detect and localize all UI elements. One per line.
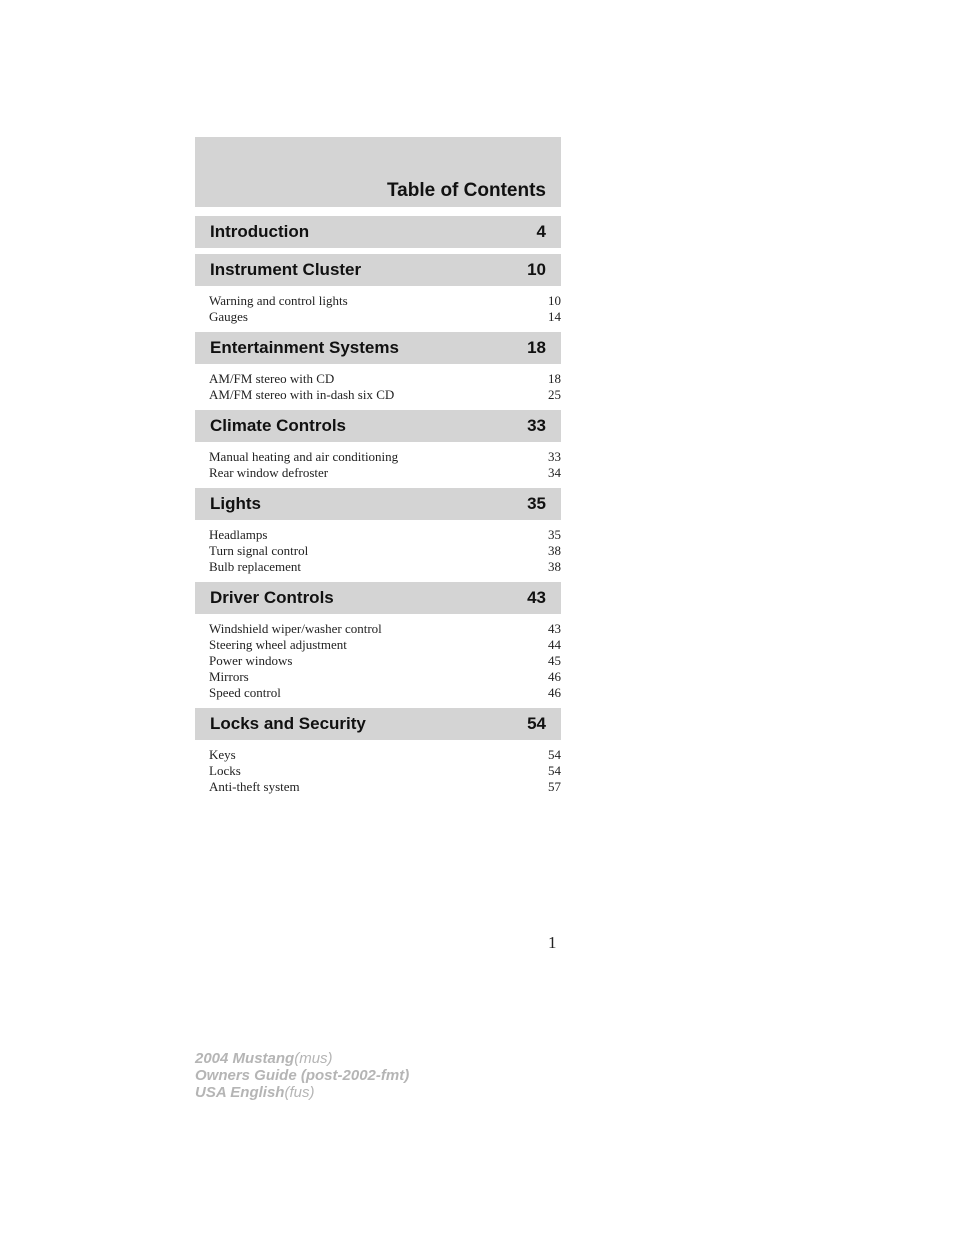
toc-item-label: Steering wheel adjustment — [209, 637, 347, 652]
toc-header — [195, 137, 561, 207]
toc-item-page: 54 — [548, 763, 561, 778]
toc-item[interactable] — [209, 747, 561, 763]
section-items — [195, 614, 561, 708]
document-footer — [195, 1050, 409, 1101]
footer-guide: Owners Guide (post-2002-fmt) — [195, 1067, 410, 1084]
section-lights[interactable] — [195, 488, 561, 520]
section-locks-and-security[interactable] — [195, 708, 561, 740]
toc-item[interactable] — [209, 653, 561, 669]
toc-item[interactable] — [209, 621, 561, 637]
toc-item-page: 57 — [548, 779, 561, 794]
toc-item-page: 35 — [548, 527, 561, 542]
footer-language-code: (fus) — [284, 1084, 315, 1101]
page-title: Table of Contents — [386, 180, 546, 201]
toc-item-page: 34 — [548, 465, 561, 480]
section-title: Driver Controls — [210, 588, 334, 607]
toc-item-label: Bulb replacement — [209, 559, 302, 574]
toc-item-label: Rear window defroster — [209, 465, 329, 480]
table-of-contents — [195, 137, 561, 802]
section-driver-controls[interactable] — [195, 582, 561, 614]
toc-item-label: AM/FM stereo with in-dash six CD — [209, 387, 395, 402]
toc-item-label: Mirrors — [209, 669, 249, 684]
section-page: 33 — [527, 416, 546, 435]
toc-item-label: Windshield wiper/washer control — [209, 621, 382, 636]
toc-item[interactable] — [209, 465, 561, 481]
section-items — [195, 442, 561, 488]
section-title: Locks and Security — [210, 714, 366, 733]
footer-model: 2004 Mustang — [195, 1050, 295, 1067]
section-instrument-cluster[interactable] — [195, 254, 561, 286]
section-items — [195, 740, 561, 802]
footer-line — [195, 1050, 409, 1067]
section-page: 10 — [527, 260, 546, 279]
section-title: Instrument Cluster — [210, 260, 362, 279]
toc-item-label: Speed control — [209, 685, 281, 700]
toc-item-page: 10 — [548, 293, 561, 308]
toc-item[interactable] — [209, 293, 561, 309]
section-title: Lights — [210, 494, 261, 513]
toc-item-page: 38 — [548, 543, 561, 558]
toc-item[interactable] — [209, 309, 561, 325]
section-page: 43 — [527, 588, 546, 607]
section-title: Introduction — [210, 222, 310, 241]
section-climate-controls[interactable] — [195, 410, 561, 442]
toc-item-page: 25 — [548, 387, 561, 402]
toc-item-label: Warning and control lights — [209, 293, 348, 308]
toc-item-label: Power windows — [209, 653, 293, 668]
toc-item-page: 44 — [548, 637, 561, 652]
footer-model-code: (mus) — [294, 1050, 333, 1067]
section-page: 4 — [536, 222, 546, 241]
toc-item-label: Anti-theft system — [209, 779, 300, 794]
toc-item[interactable] — [209, 387, 561, 403]
toc-item-page: 46 — [548, 685, 561, 700]
toc-item-page: 18 — [548, 371, 561, 386]
toc-item[interactable] — [209, 543, 561, 559]
toc-item-label: Gauges — [209, 309, 248, 324]
toc-item-page: 45 — [548, 653, 561, 668]
toc-item-label: Headlamps — [209, 527, 268, 542]
footer-line — [195, 1067, 409, 1084]
toc-item[interactable] — [209, 685, 561, 701]
toc-item[interactable] — [209, 763, 561, 779]
section-title: Climate Controls — [210, 416, 347, 435]
toc-item-label: Manual heating and air conditioning — [209, 449, 399, 464]
toc-item[interactable] — [209, 449, 561, 465]
section-page: 18 — [527, 338, 546, 357]
toc-item-label: AM/FM stereo with CD — [209, 371, 335, 386]
section-items — [195, 520, 561, 582]
section-entertainment-systems[interactable] — [195, 332, 561, 364]
footer-language: USA English — [195, 1084, 285, 1101]
toc-item-label: Turn signal control — [209, 543, 309, 558]
toc-item-page: 54 — [548, 747, 561, 762]
page-number: 1 — [548, 933, 557, 952]
section-items — [195, 364, 561, 410]
toc-item[interactable] — [209, 371, 561, 387]
toc-item[interactable] — [209, 637, 561, 653]
toc-item[interactable] — [209, 669, 561, 685]
section-introduction[interactable] — [195, 216, 561, 248]
toc-item[interactable] — [209, 559, 561, 575]
footer-line — [195, 1084, 409, 1101]
section-page: 54 — [527, 714, 546, 733]
toc-item-page: 33 — [548, 449, 561, 464]
section-items — [195, 286, 561, 332]
toc-item[interactable] — [209, 779, 561, 795]
toc-item-page: 14 — [548, 309, 561, 324]
toc-item[interactable] — [209, 527, 561, 543]
section-title: Entertainment Systems — [210, 338, 399, 357]
toc-item-page: 46 — [548, 669, 561, 684]
toc-item-page: 43 — [548, 621, 561, 636]
section-page: 35 — [527, 494, 546, 513]
toc-item-label: Locks — [209, 763, 241, 778]
toc-item-page: 38 — [548, 559, 561, 574]
toc-item-label: Keys — [209, 747, 236, 762]
